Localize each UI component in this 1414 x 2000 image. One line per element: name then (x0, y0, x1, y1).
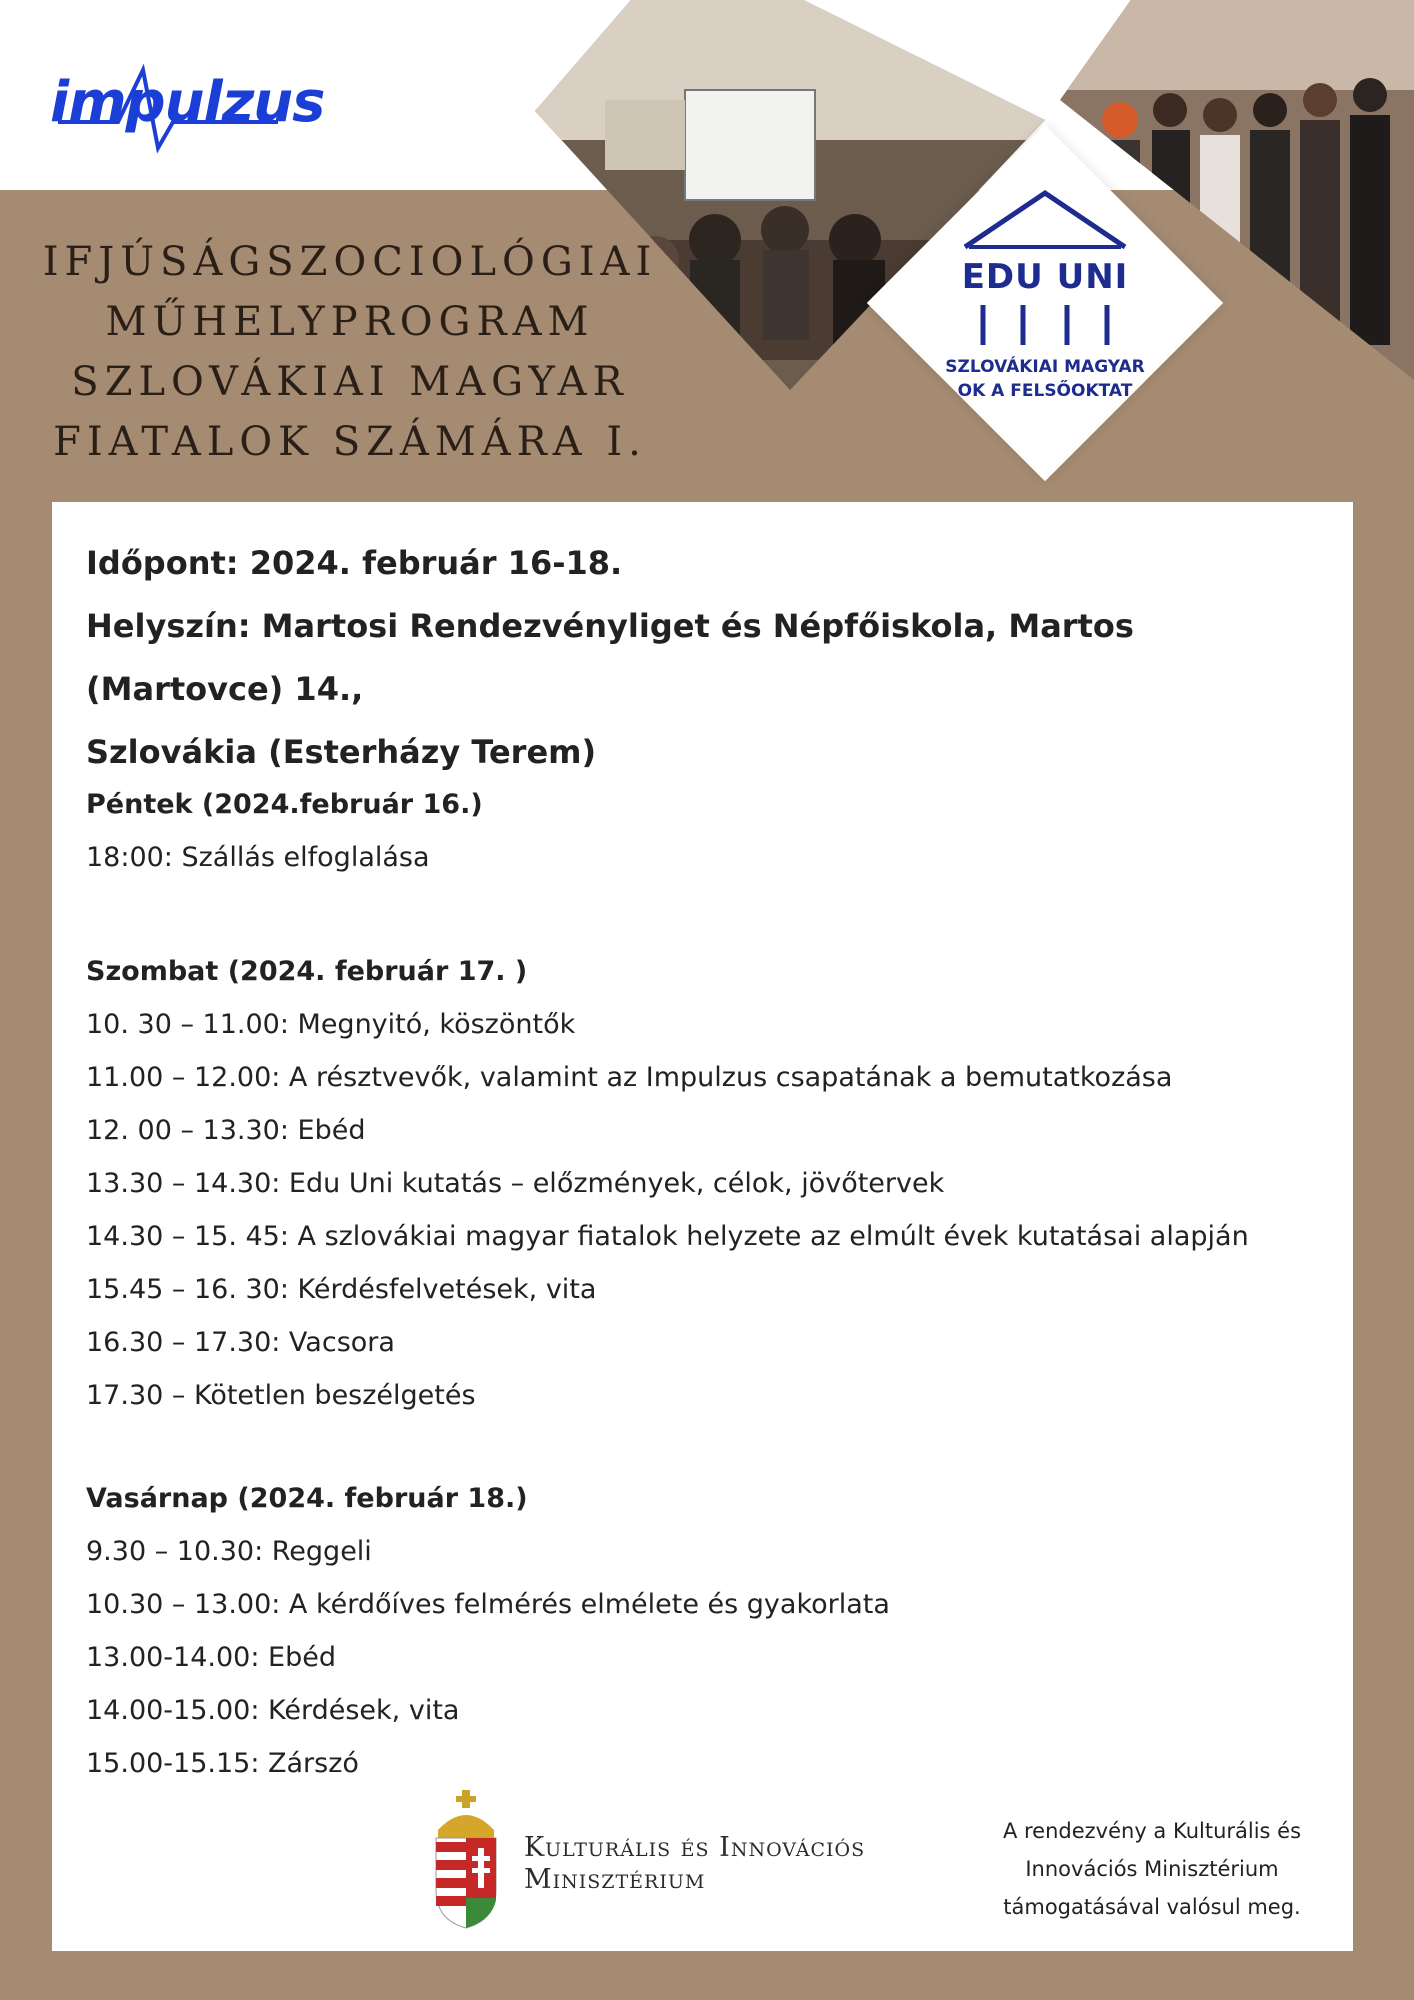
day-heading: Vasárnap (2024. február 18.) (86, 1483, 528, 1514)
schedule-item: 15.45 – 16. 30: Kérdésfelvetések, vita (86, 1274, 597, 1305)
impulzus-logo (48, 60, 325, 160)
day-sunday (86, 1472, 1326, 1790)
page-title (40, 232, 660, 472)
schedule-item: 14.30 – 15. 45: A szlovákiai magyar fiatalok helyzete az elmúlt évek kutatásai alapján (86, 1221, 1249, 1252)
day-heading: Péntek (2024.február 16.) (86, 789, 483, 820)
event-place: Helyszín: Martosi Rendezvényliget és Népfőiskola, Martos (Martovce) 14., (86, 607, 1134, 708)
title-line: MŰHELYPROGRAM (105, 299, 595, 345)
ministry-name (524, 1832, 865, 1896)
support-note-line: Innovációs Minisztérium (1025, 1857, 1279, 1881)
schedule-item: 9.30 – 10.30: Reggeli (86, 1536, 372, 1567)
day-heading: Szombat (2024. február 17. ) (86, 956, 528, 987)
day-friday (86, 778, 1326, 884)
ministry-name-line: Minisztérium (524, 1864, 706, 1895)
schedule-item: 10.30 – 13.00: A kérdőíves felmérés elmélete és gyakorlata (86, 1589, 890, 1620)
schedule-item: 18:00: Szállás elfoglalása (86, 842, 430, 873)
ministry-logo (432, 1784, 962, 1934)
title-line: FIATALOK SZÁMÁRA I. (53, 419, 647, 465)
schedule-item: 16.30 – 17.30: Vacsora (86, 1327, 395, 1358)
schedule-item: 17.30 – Kötetlen beszélgetés (86, 1380, 476, 1411)
edu-uni-logo (925, 185, 1165, 425)
support-note (982, 1812, 1322, 1926)
edu-uni-name: EDU UNI (961, 257, 1129, 297)
schedule-item: 10. 30 – 11.00: Megnyitó, köszöntők (86, 1009, 576, 1040)
schedule-item: 13.30 – 14.30: Edu Uni kutatás – előzmények, célok, jövőtervek (86, 1168, 945, 1199)
schedule-item: 12. 00 – 13.30: Ebéd (86, 1115, 366, 1146)
title-line: SZLOVÁKIAI MAGYAR (71, 359, 629, 405)
support-note-line: támogatásával valósul meg. (1003, 1895, 1301, 1919)
hungarian-coat-of-arms-icon (432, 1790, 500, 1930)
logo-text: impulzus (50, 70, 325, 135)
schedule-item: 15.00-15.15: Zárszó (86, 1748, 359, 1779)
event-info (86, 532, 1326, 784)
title-line: IFJÚSÁGSZOCIOLÓGIAI (42, 239, 658, 285)
schedule-item: 13.00-14.00: Ebéd (86, 1642, 336, 1673)
event-time: Időpont: 2024. február 16-18. (86, 544, 623, 582)
support-note-line: A rendezvény a Kulturális és (1002, 1819, 1302, 1843)
schedule-item: 11.00 – 12.00: A résztvevők, valamint az Impulzus csapatának a bemutatkozása (86, 1062, 1173, 1093)
event-place: Szlovákia (Esterházy Terem) (86, 733, 597, 771)
program-card (52, 502, 1353, 1951)
schedule-item: 14.00-15.00: Kérdések, vita (86, 1695, 460, 1726)
edu-uni-subtitle: OK A FELSŐOKTAT (957, 381, 1133, 401)
edu-uni-subtitle: SZLOVÁKIAI MAGYAR (945, 357, 1145, 377)
ministry-name-line: Kulturális és Innovációs (524, 1832, 866, 1863)
day-saturday (86, 945, 1326, 1422)
